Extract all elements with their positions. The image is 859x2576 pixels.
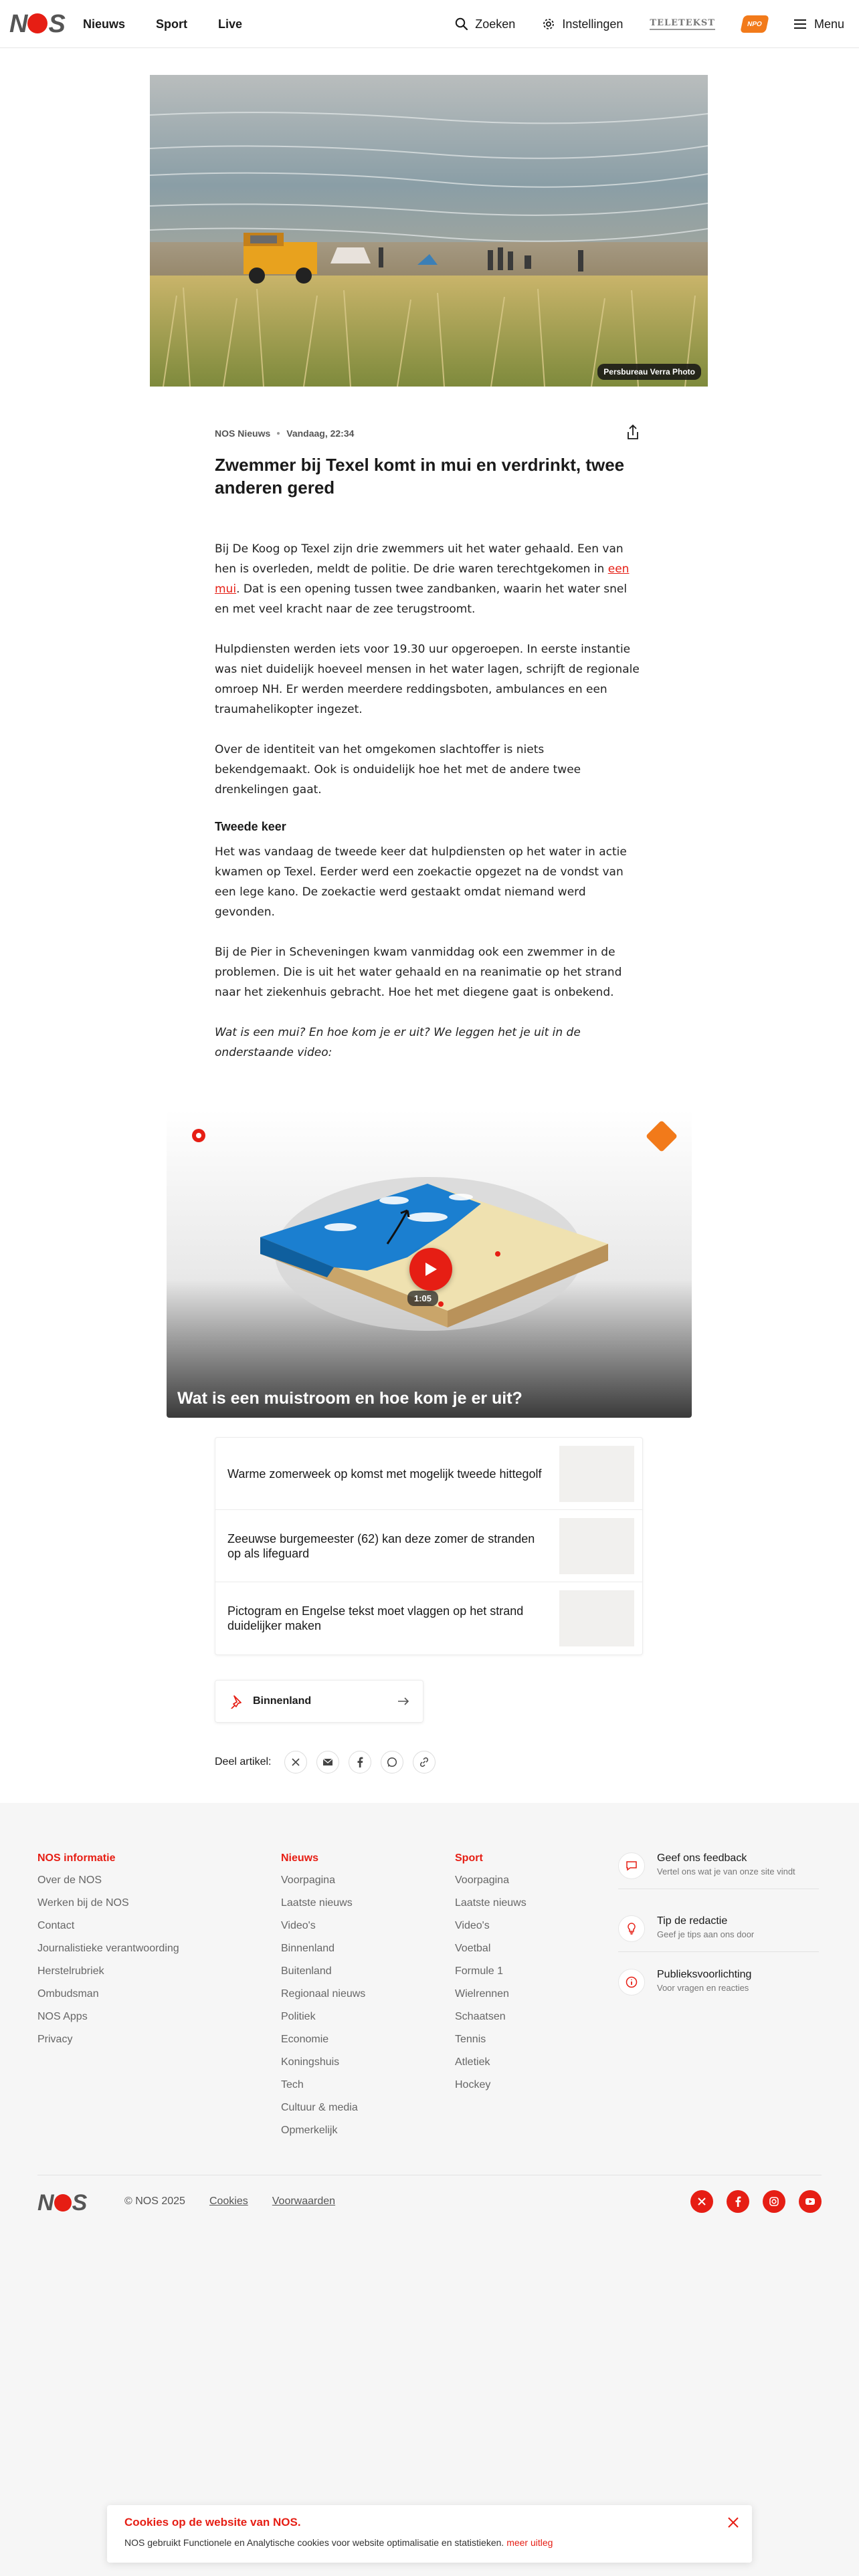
- cookie-more-link[interactable]: meer uitleg: [506, 2537, 553, 2548]
- mui-link[interactable]: een mui: [215, 562, 630, 596]
- article-subheading: Tweede keer: [215, 820, 286, 833]
- feedback-title: Geef ons feedback: [657, 1852, 747, 1864]
- footer-col-sport: [455, 1852, 527, 2101]
- settings-label: Instellingen: [562, 17, 624, 31]
- related-item-thumbnail: [559, 1518, 634, 1574]
- cookie-title: Cookies op de website van NOS.: [124, 2516, 301, 2529]
- arrow-right-icon: [397, 1697, 409, 1706]
- p1-text-after: . Dat is een opening tussen twee zandbanken, waarin het water snel en met veel kracht naar de zee terugstroomt.: [215, 582, 628, 616]
- footer-link[interactable]: Tennis: [455, 2034, 486, 2045]
- feedback-card[interactable]: [618, 1852, 819, 1889]
- share-button[interactable]: [623, 423, 643, 443]
- article-paragraph-2: Hulpdiensten werden iets voor 19.30 uur opgeroepen. In eerste instantie was niet duidelijk hoeveel mensen in het water lagen, schrijft de regionale omroep NH. Er werden meerdere reddingsboten, ambulances en een traumahelikopter ingezet.: [215, 643, 640, 716]
- tip-card[interactable]: [618, 1915, 819, 1952]
- article-paragraph-3: Over de identiteit van het omgekomen slachtoffer is niets bekendgemaakt. Ook is onduidelijk hoe het met de andere twee drenkelingen gaat.: [215, 743, 581, 796]
- nav-item-sport[interactable]: Sport: [156, 17, 188, 31]
- publieksvoorlichting-sub: Voor vragen en reacties: [657, 1983, 749, 1993]
- menu-button[interactable]: [794, 17, 844, 31]
- category-card-binnenland[interactable]: [215, 1680, 423, 1723]
- footer-link[interactable]: Wielrennen: [455, 1988, 509, 2000]
- right-nav: [455, 0, 844, 48]
- x-icon: [697, 2197, 706, 2206]
- publieksvoorlichting-title: Publieksvoorlichting: [657, 1969, 752, 1980]
- footer-link[interactable]: Privacy: [37, 2034, 73, 2045]
- footer-legal-links: [124, 2195, 335, 2208]
- lightbulb-icon: [618, 1915, 645, 1942]
- tip-sub: Geef je tips aan ons door: [657, 1929, 755, 1939]
- feedback-sub: Vertel ons wat je van onze site vindt: [657, 1866, 795, 1876]
- related-item-thumbnail: [559, 1446, 634, 1502]
- logo-text: N S: [9, 9, 65, 38]
- footer-col-nieuws: [281, 1852, 365, 2147]
- related-item[interactable]: [215, 1510, 642, 1582]
- related-item-title: Pictogram en Engelse tekst moet vlaggen op het strand duidelijker maken: [227, 1604, 524, 1632]
- footer-link[interactable]: Buitenland: [281, 1965, 332, 1977]
- hamburger-icon: [794, 19, 807, 29]
- search-button[interactable]: [455, 17, 515, 31]
- p1-text-before: Bij De Koog op Texel zijn drie zwemmers uit het water gehaald. Een van hen is overleden, meldt de politie. De drie waren terechtgekomen in: [215, 542, 624, 576]
- footer-bottom: [37, 2175, 822, 2228]
- nos-video-badge-icon: [192, 1129, 205, 1142]
- play-icon: [423, 1261, 438, 1277]
- footer-link[interactable]: NOS Apps: [37, 2011, 88, 2022]
- article: [215, 428, 643, 1063]
- article-time: Vandaag, 22:34: [286, 428, 355, 439]
- footer-link[interactable]: Werken bij de NOS: [37, 1897, 129, 1909]
- facebook-icon: [735, 2196, 741, 2207]
- menu-label: Menu: [814, 17, 844, 31]
- publieksvoorlichting-text: [657, 1969, 751, 1996]
- footer-link[interactable]: Ombudsman: [37, 1988, 99, 2000]
- facebook-social-button[interactable]: [727, 2190, 749, 2213]
- footer-link[interactable]: Binnenland: [281, 1943, 335, 1954]
- copyright: © NOS 2025: [124, 2195, 185, 2207]
- pin-icon: [229, 1694, 244, 1709]
- footer-link[interactable]: Koningshuis: [281, 2056, 340, 2068]
- facebook-icon: [357, 1757, 363, 1767]
- related-articles: [215, 1437, 643, 1655]
- share-facebook-button[interactable]: [349, 1751, 371, 1774]
- nav-item-nieuws[interactable]: Nieuws: [83, 17, 126, 31]
- related-item-title: Warme zomerweek op komst met mogelijk tweede hittegolf: [227, 1467, 542, 1481]
- footer-link[interactable]: Video's: [281, 1920, 316, 1931]
- video-duration: 1:05: [407, 1291, 438, 1306]
- x-icon: [291, 1757, 300, 1767]
- tip-title: Tip de redactie: [657, 1915, 728, 1927]
- cookie-text: NOS gebruikt Functionele en Analytische cookies voor website optimalisatie en statistieken.: [124, 2537, 504, 2548]
- footer-logo[interactable]: [37, 2190, 86, 2216]
- x-social-button[interactable]: [690, 2190, 713, 2213]
- cookie-text-line: [124, 2537, 735, 2548]
- article-paragraph-4: Het was vandaag de tweede keer dat hulpdiensten op het water in actie kwamen op Texel. Eerder werd een zoekactie opgezet na de vondst van een lege kano. De zoekactie werd gestaakt omdat niemand werd gevonden.: [215, 845, 627, 919]
- beach-scene-image: [150, 75, 708, 387]
- footer-link[interactable]: Voorpagina: [281, 1874, 335, 1886]
- mail-icon: [322, 1758, 333, 1766]
- footer-link[interactable]: Herstelrubriek: [37, 1965, 104, 1977]
- search-label: Zoeken: [475, 17, 516, 31]
- footer-link[interactable]: Laatste nieuws: [455, 1897, 527, 1909]
- publieksvoorlichting-card[interactable]: [618, 1969, 819, 2005]
- cookie-banner: [107, 2505, 752, 2563]
- footer-heading: Sport: [455, 1852, 483, 1864]
- article-source: NOS Nieuws: [215, 428, 271, 439]
- info-icon: [618, 1969, 645, 1996]
- related-item-title: Zeeuwse burgemeester (62) kan deze zomer de stranden op als lifeguard: [227, 1531, 535, 1560]
- article-paragraph-1: [215, 539, 643, 619]
- instagram-icon: [769, 2196, 779, 2207]
- youtube-social-button[interactable]: [799, 2190, 822, 2213]
- share-label: Deel artikel:: [215, 1756, 272, 1767]
- footer-link[interactable]: Journalistieke verantwoording: [37, 1943, 179, 1954]
- photo-credit: Persbureau Verra Photo: [597, 364, 701, 380]
- footer-link[interactable]: Voorpagina: [455, 1874, 509, 1886]
- related-item[interactable]: [215, 1438, 642, 1510]
- main-nav: [83, 0, 242, 48]
- related-item-thumbnail: [559, 1590, 634, 1646]
- youtube-icon: [805, 2197, 816, 2206]
- share-email-button[interactable]: [316, 1751, 339, 1774]
- article-paragraph-5: Bij de Pier in Scheveningen kwam vanmiddag ook een zwemmer in de problemen. Die is uit het water gehaald en na reanimatie op het strand naar het ziekenhuis gebracht. Hoe het met diegene gaat is onbekend.: [215, 946, 622, 999]
- related-item[interactable]: [215, 1582, 642, 1654]
- footer-link[interactable]: Laatste nieuws: [281, 1897, 353, 1909]
- cookies-link[interactable]: Cookies: [209, 2195, 248, 2207]
- video-title: Wat is een muistroom en hoe kom je er uit?: [177, 1389, 522, 1408]
- share-row: [215, 1751, 436, 1774]
- close-icon: [725, 2514, 741, 2531]
- hero-image: [150, 75, 708, 387]
- nav-item-live[interactable]: Live: [218, 17, 243, 31]
- footer-link[interactable]: Economie: [281, 2034, 329, 2045]
- play-button[interactable]: [409, 1248, 452, 1291]
- footer-link[interactable]: Tech: [281, 2079, 304, 2090]
- whatsapp-icon: [387, 1757, 397, 1767]
- feedback-text: [657, 1852, 795, 1879]
- terms-link[interactable]: Voorwaarden: [272, 2195, 336, 2207]
- footer-link[interactable]: Voetbal: [455, 1943, 491, 1954]
- footer-link[interactable]: Video's: [455, 1920, 490, 1931]
- instagram-social-button[interactable]: [763, 2190, 785, 2213]
- close-cookie-button[interactable]: [725, 2514, 741, 2531]
- meta-separator: [277, 432, 280, 435]
- footer-link[interactable]: Over de NOS: [37, 1874, 102, 1886]
- teletekst-link[interactable]: TELETEKST: [650, 18, 715, 30]
- footer-logo-text: N S: [37, 2190, 87, 2216]
- footer-link[interactable]: Cultuur & media: [281, 2102, 358, 2113]
- gear-icon: [542, 17, 555, 31]
- footer-link[interactable]: Atletiek: [455, 2056, 490, 2068]
- footer-link[interactable]: Opmerkelijk: [281, 2125, 338, 2136]
- share-whatsapp-button[interactable]: [381, 1751, 403, 1774]
- feedback-icon: [618, 1852, 645, 1879]
- footer-link[interactable]: Politiek: [281, 2011, 316, 2022]
- link-icon: [419, 1757, 430, 1767]
- article-paragraph-6: Wat is een mui? En hoe kom je er uit? We leggen het je uit in de onderstaande video:: [215, 1026, 581, 1059]
- npo-logo[interactable]: NPO: [740, 15, 769, 33]
- footer-link[interactable]: Formule 1: [455, 1965, 504, 1977]
- settings-button[interactable]: [542, 17, 623, 31]
- top-navigation-bar: [0, 0, 859, 48]
- share-x-button[interactable]: [284, 1751, 307, 1774]
- footer-link[interactable]: Regionaal nieuws: [281, 1988, 366, 2000]
- footer-col-nos-informatie: [37, 1852, 179, 2056]
- social-links: [690, 2190, 822, 2213]
- category-label: Binnenland: [253, 1695, 312, 1707]
- tip-text: [657, 1915, 754, 1942]
- footer-link[interactable]: Contact: [37, 1920, 75, 1931]
- article-body: [215, 539, 643, 1063]
- share-icon: [623, 423, 643, 443]
- footer-heading: Nieuws: [281, 1852, 319, 1864]
- search-icon: [455, 17, 468, 31]
- footer-link[interactable]: Schaatsen: [455, 2011, 506, 2022]
- copy-link-button[interactable]: [413, 1751, 436, 1774]
- article-title: Zwemmer bij Texel komt in mui en verdrinkt, twee anderen gered: [215, 455, 625, 498]
- footer-heading: NOS informatie: [37, 1852, 116, 1864]
- article-meta: [215, 428, 643, 439]
- nos-logo[interactable]: [9, 9, 65, 38]
- footer-link[interactable]: Hockey: [455, 2079, 491, 2090]
